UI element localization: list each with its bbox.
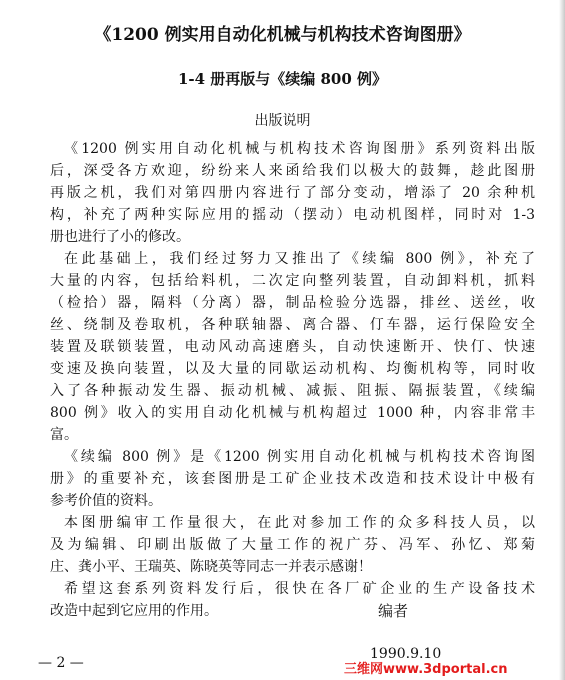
page-number: — 2 — — [38, 655, 84, 671]
paragraph-line: 册》的重要补充，该套图册是工矿企业技术改造和技术设计中极有 — [50, 471, 535, 487]
paragraph-line: 《续编 800 例》是《1200 例实用自动化机械与机构技术咨询图 — [64, 449, 535, 465]
section-heading: 出版说明 — [254, 113, 311, 129]
paragraph-line: 大量的内容，包括给料机，二次定向整列装置，自动卸料机，抓料 — [50, 273, 535, 289]
site-watermark: 三维网www.3dportal.cn — [344, 662, 508, 677]
paragraph-line: 册也进行了小的修改。 — [50, 229, 190, 245]
scan-edge-shadow — [559, 0, 565, 680]
paragraph — [50, 446, 535, 512]
paragraph-line: 构，补充了两种实际应用的摇动（摆动）电动机图样，同时对 1-3 — [50, 207, 535, 223]
paragraph-line: 在此基础上，我们经过努力又推出了《续编 800 例》，补充了 — [64, 251, 535, 267]
paragraph — [50, 578, 535, 622]
paragraph — [50, 512, 535, 578]
document-title: 《1200 例实用自动化机械与机构技术咨询图册》 — [94, 25, 471, 45]
document-subtitle: 1-4 册再版与《续编 800 例》 — [177, 70, 388, 88]
paragraph-line: 装置及联锁装置，电动风动高速磨头，自动快速断开、快仃、快速 — [50, 339, 535, 355]
paragraph-line: 丝、绕制及卷取机，各种联轴器、离合器、仃车器，运行保险安全 — [50, 317, 535, 333]
paragraph-line: 再版之机，我们对第四册内容进行了部分变动，增添了 20 余种机 — [50, 185, 535, 201]
paragraph-line: 富。 — [50, 427, 78, 443]
paragraph — [50, 138, 535, 248]
signer: 编者 — [378, 602, 409, 620]
paragraph — [50, 248, 535, 446]
paragraph-line: 庄、龚小平、王瑞英、陈晓英等同志一并表示感谢！ — [50, 559, 372, 575]
paragraph-line: 后，深受各方欢迎，纷纷来人来函给我们以极大的鼓舞，趁此图册 — [50, 163, 535, 179]
paragraph-line: 《1200 例实用自动化机械与机构技术咨询图册》系列资料出版 — [64, 141, 535, 157]
paragraph-line: 变速及换向装置，以及大量的同歇运动机构、均衡机构等，同时收 — [50, 361, 535, 377]
paragraph-line: （检拾）器，隔料（分离）器，制品检验分选器，排丝、送丝，收 — [50, 295, 535, 311]
paragraph-line: 800 例》收入的实用自动化机械与机构超过 1000 种，内容非常丰 — [50, 405, 535, 421]
paragraph-line: 改造中起到它应用的作用。 — [50, 603, 218, 619]
paragraph-line: 及为编辑、印刷出版做了大量工作的祝广芬、冯军、孙忆、郑菊 — [50, 537, 535, 553]
publication-date: 1990.9.10 — [370, 646, 442, 662]
paragraph-line: 参考价值的资料。 — [50, 493, 162, 509]
paragraph-line: 希望这套系列资料发行后，很快在各厂矿企业的生产设备技术 — [64, 581, 535, 597]
document-body — [50, 138, 535, 622]
paragraph-line: 入了各种振动发生器、振动机械、减振、阻振、隔振装置，《续编 — [50, 383, 535, 399]
paragraph-line: 本图册编审工作量很大，在此对参加工作的众多科技人员，以 — [64, 515, 535, 531]
